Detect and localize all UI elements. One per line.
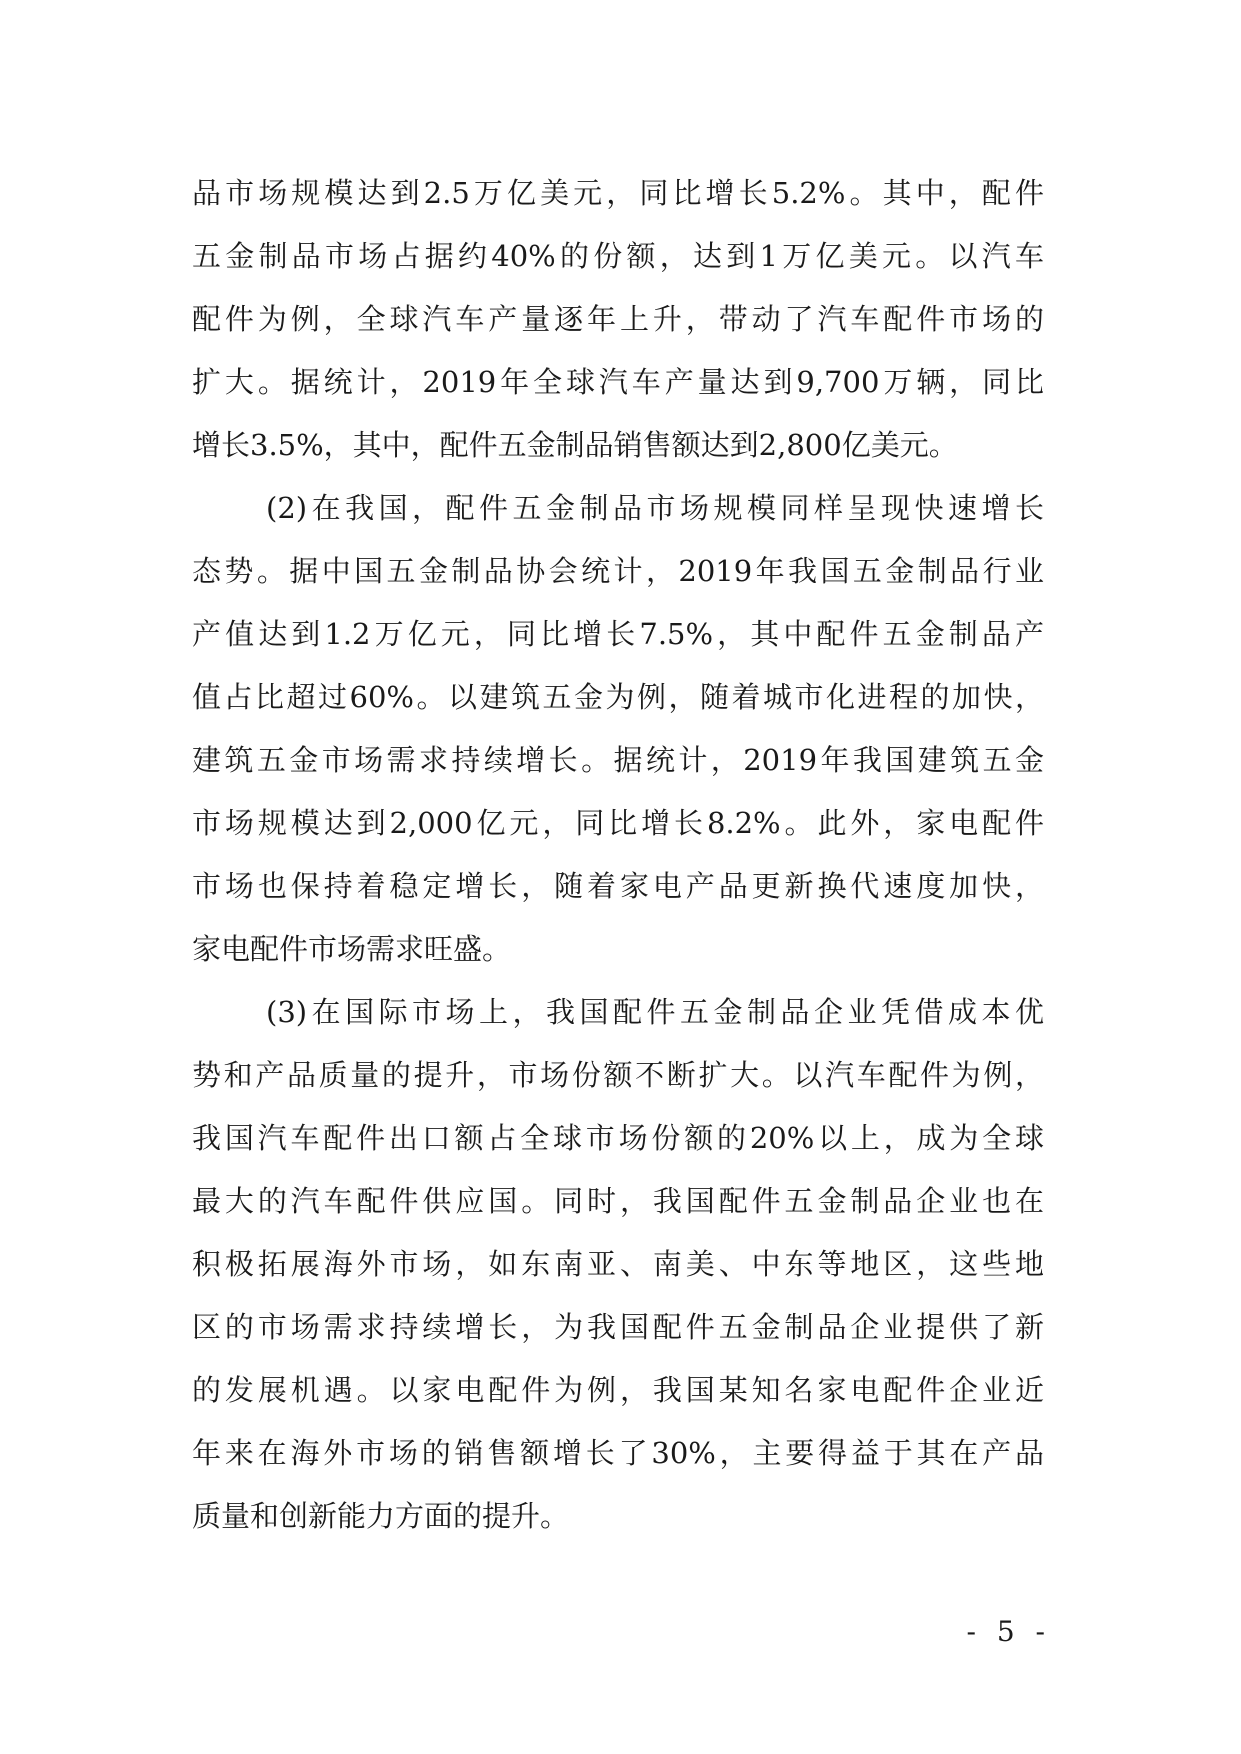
text-line: 最大的汽车配件供应国。同时，我国配件五金制品企业也在 [192,1184,1044,1218]
paragraph-2 [192,477,1044,981]
paragraph-1 [192,162,1044,477]
text-line: (3)在国际市场上，我国配件五金制品企业凭借成本优 [266,995,1044,1029]
text-line: 质量和创新能力方面的提升。 [192,1499,570,1533]
text-line: 配件为例，全球汽车产量逐年上升，带动了汽车配件市场的 [192,302,1044,336]
text-line: 品市场规模达到2.5万亿美元，同比增长5.2%。其中，配件 [192,176,1044,210]
text-line: 年来在海外市场的销售额增长了30%，主要得益于其在产品 [192,1436,1044,1470]
text-line: 产值达到1.2万亿元，同比增长7.5%，其中配件五金制品产 [192,617,1044,651]
text-line: 五金制品市场占据约40%的份额，达到1万亿美元。以汽车 [192,239,1044,273]
text-line: (2)在我国，配件五金制品市场规模同样呈现快速增长 [266,491,1044,525]
text-line: 区的市场需求持续增长，为我国配件五金制品企业提供了新 [192,1310,1044,1344]
text-line: 态势。据中国五金制品协会统计，2019年我国五金制品行业 [192,554,1044,588]
body-text [192,162,1044,1548]
paragraph-3 [192,981,1044,1548]
text-line: 建筑五金市场需求持续增长。据统计，2019年我国建筑五金 [192,743,1044,777]
page-number: - 5 - [966,1615,1051,1648]
text-line: 积极拓展海外市场，如东南亚、南美、中东等地区，这些地 [192,1247,1044,1281]
text-line: 市场规模达到2,000亿元，同比增长8.2%。此外，家电配件 [192,806,1044,840]
text-line: 增长3.5%，其中，配件五金制品销售额达到2,800亿美元。 [192,428,958,462]
text-line: 市场也保持着稳定增长，随着家电产品更新换代速度加快， [192,869,1044,903]
text-line: 值占比超过60%。以建筑五金为例，随着城市化进程的加快， [192,680,1044,714]
text-line: 扩大。据统计，2019年全球汽车产量达到9,700万辆，同比 [192,365,1044,399]
text-line: 我国汽车配件出口额占全球市场份额的20%以上，成为全球 [192,1121,1044,1155]
text-line: 的发展机遇。以家电配件为例，我国某知名家电配件企业近 [192,1373,1044,1407]
text-line: 家电配件市场需求旺盛。 [192,932,512,966]
text-line: 势和产品质量的提升，市场份额不断扩大。以汽车配件为例， [192,1058,1044,1092]
